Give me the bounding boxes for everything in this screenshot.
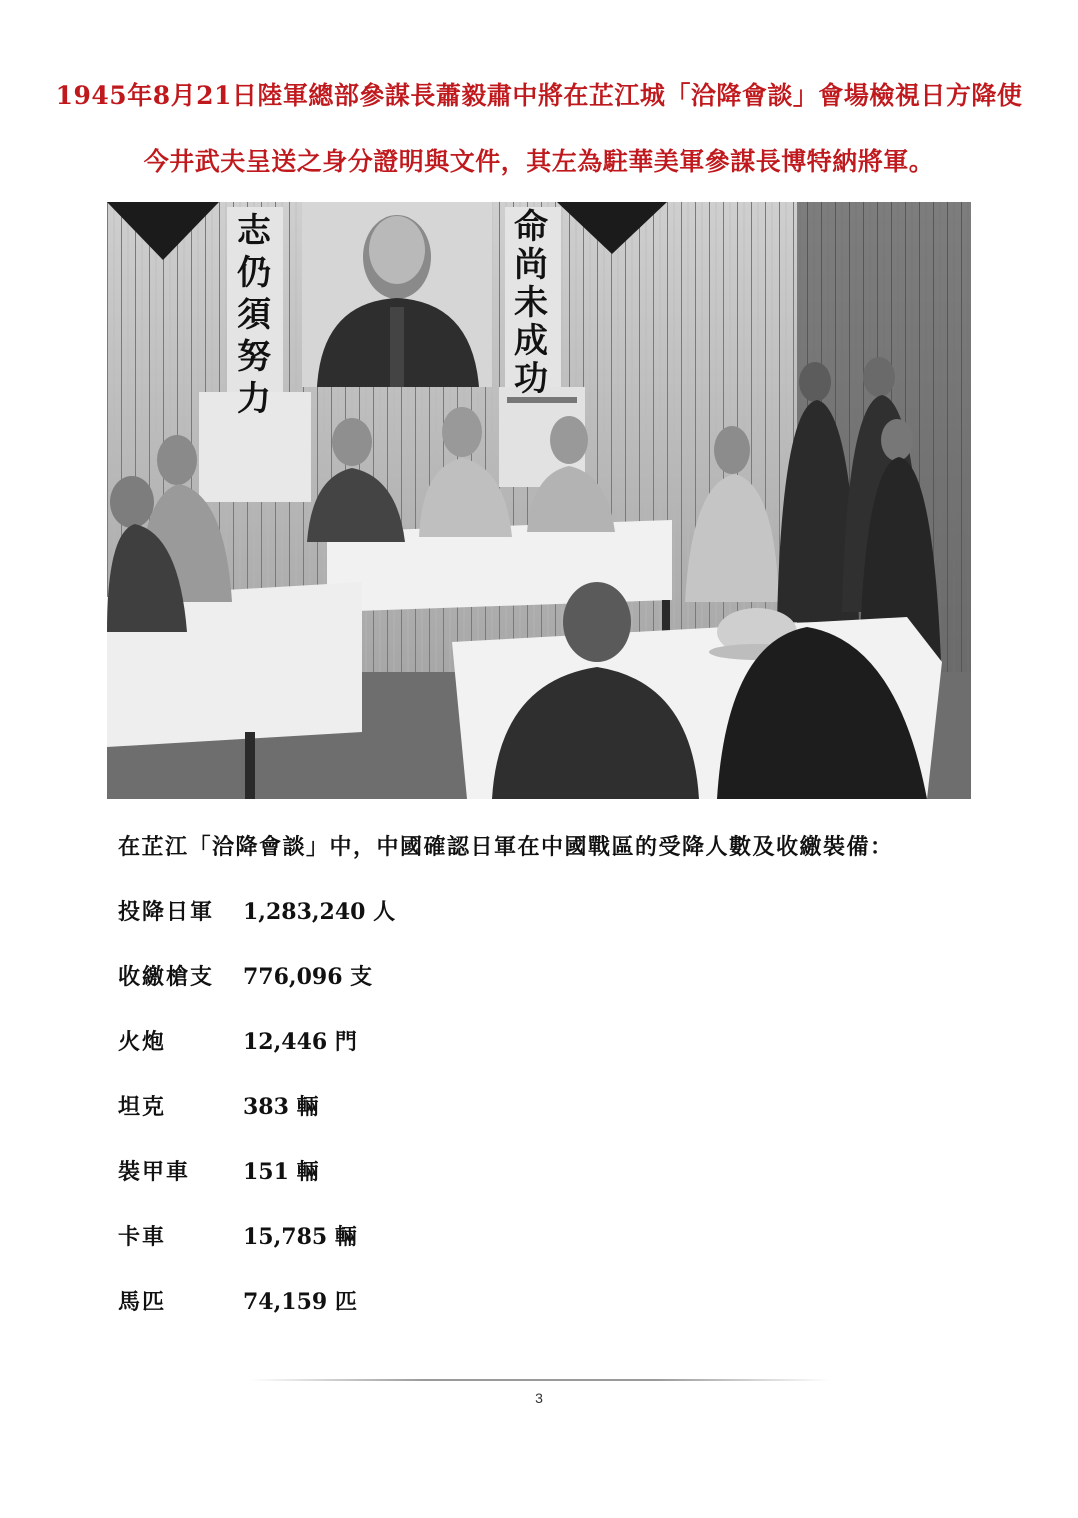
stat-label: 收繳槍支	[118, 964, 215, 990]
stat-label: 馬匹	[118, 1289, 167, 1315]
stat-label: 裝甲車	[118, 1159, 191, 1185]
caption-line-1: 1945年8月21日陸軍總部參謀長蕭毅肅中將在芷江城「洽降會談」會場檢視日方降使	[55, 81, 1023, 110]
stat-value: 74,159 匹	[243, 1289, 357, 1315]
stat-label: 坦克	[118, 1094, 167, 1120]
caption-line-2: 今井武夫呈送之身分證明與文件，其左為駐華美軍參謀長博特納將軍。	[143, 147, 935, 176]
stat-label: 卡車	[118, 1224, 167, 1250]
banner-left-text: 志仍須努力	[237, 211, 277, 419]
historical-photo	[107, 202, 971, 799]
stat-value: 15,785 輛	[243, 1224, 357, 1250]
stat-label: 投降日軍	[118, 899, 215, 925]
stat-label: 火炮	[118, 1029, 167, 1055]
stat-value: 1,283,240 人	[243, 899, 396, 925]
stat-value: 151 輛	[243, 1159, 319, 1185]
stat-value: 12,446 門	[243, 1029, 357, 1055]
portrait	[302, 202, 492, 387]
banner-right-text: 命尚未成功	[514, 207, 552, 399]
stat-value: 776,096 支	[243, 964, 373, 990]
intro-text: 在芷江「洽降會談」中，中國確認日軍在中國戰區的受降人數及收繳裝備：	[118, 834, 894, 860]
page-number: 3	[535, 1390, 543, 1406]
footer-rule	[250, 1379, 830, 1381]
stat-value: 383 輛	[243, 1094, 319, 1120]
